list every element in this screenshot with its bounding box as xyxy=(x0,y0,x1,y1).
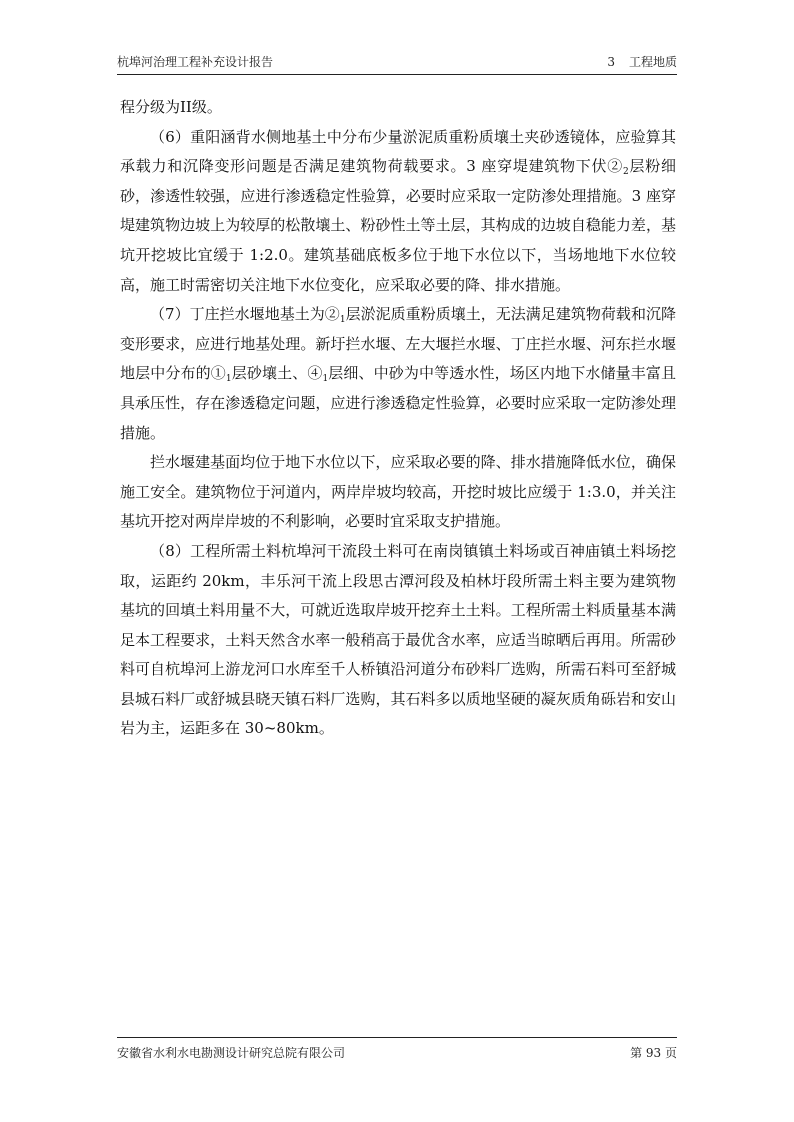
subscript: 1 xyxy=(322,374,329,385)
paragraph-weir-foundation: 拦水堰建基面均位于地下水位以下，应采取必要的降、排水措施降低水位，确保施工安全。建筑物位于河道内，两岸岸坡均较高，开挖时坡比应缓于 1:3.0，并关注基坑开挖对两岸岸坡的不利影响，必要时宜采取支护措施。 xyxy=(120,453,676,531)
paragraph-text: 层粉细砂，渗透性较强，应进行渗透稳定性验算，必要时应采取一定防渗处理措施。3 座穿堤建筑物边坡上为较厚的松散壤土、粉砂性土等土层，其构成的边坡自稳能力差，基坑开挖坡比宜缓于 1:2.0。建筑基础底板多位于地下水位以下，当场地地下水位较高，施工时需密切关注地下水位变化，应采取必要的降、排水措施。 xyxy=(120,157,676,294)
paragraph-text: 层砂壤土、④ xyxy=(231,364,323,383)
paragraph-item-6 xyxy=(120,123,676,301)
paragraph-item-8: （8）工程所需土料杭埠河干流段土料可在南岗镇镇土料场或百神庙镇土料场挖取，运距约 20km，丰乐河干流上段思古潭河段及柏林圩段所需土料主要为建筑物基坑的回填土料用量不大，可就近选取岸坡开挖弃土土料。工程所需土料质量基本满足本工程要求，土料天然含水率一般稍高于最优含水率，应适当晾晒后再用。所需砂料可自杭埠河上游龙河口水库至千人桥镇沿河道分布砂料厂选购，所需石料可至舒城县城石料厂或舒城县晓天镇石料厂选购，其石料多以质地坚硬的凝灰质角砾岩和安山岩为主，运距多在 30~80km。 xyxy=(120,541,676,738)
subscript: 1 xyxy=(339,315,346,326)
paragraph-text: （6）重阳涵背水侧地基土中分布少量淤泥质重粉质壤土夹砂透镜体，应验算其承载力和沉降变形问题是否满足建筑物荷载要求。3 座穿堤建筑物下伏② xyxy=(120,127,676,176)
organization-name: 安徽省水利水电勘测设计研究总院有限公司 xyxy=(117,1046,346,1060)
report-title: 杭埠河治理工程补充设计报告 xyxy=(117,55,274,69)
paragraph-text: 层淤泥质重粉质壤土，无法满足建筑物荷载和沉降变形要求，应进行地基处理。新圩拦水堰、左大堰拦水堰、丁庄拦水堰、河东拦水堰地层中分布的① xyxy=(120,305,676,383)
section-title: 工程地质 xyxy=(628,55,677,69)
subscript: 1 xyxy=(225,374,232,385)
paragraph-continuation: 程分级为II级。 xyxy=(120,98,222,116)
paragraph-text: 层细、中砂为中等透水性，场区内地下水储量丰富且具承压性，存在渗透稳定问题，应进行渗透稳定性验算，必要时应采取一定防渗处理措施。 xyxy=(120,364,676,442)
page-footer xyxy=(117,1037,677,1060)
subscript: 2 xyxy=(623,167,629,178)
page-header xyxy=(117,52,677,75)
section-number: 3 xyxy=(607,55,615,69)
body-text xyxy=(120,93,676,744)
section-label xyxy=(607,53,677,70)
paragraph-text: （7）丁庄拦水堰地基土为② xyxy=(150,305,340,324)
paragraph-item-7 xyxy=(120,300,676,448)
page-number: 第 93 页 xyxy=(630,1046,677,1060)
